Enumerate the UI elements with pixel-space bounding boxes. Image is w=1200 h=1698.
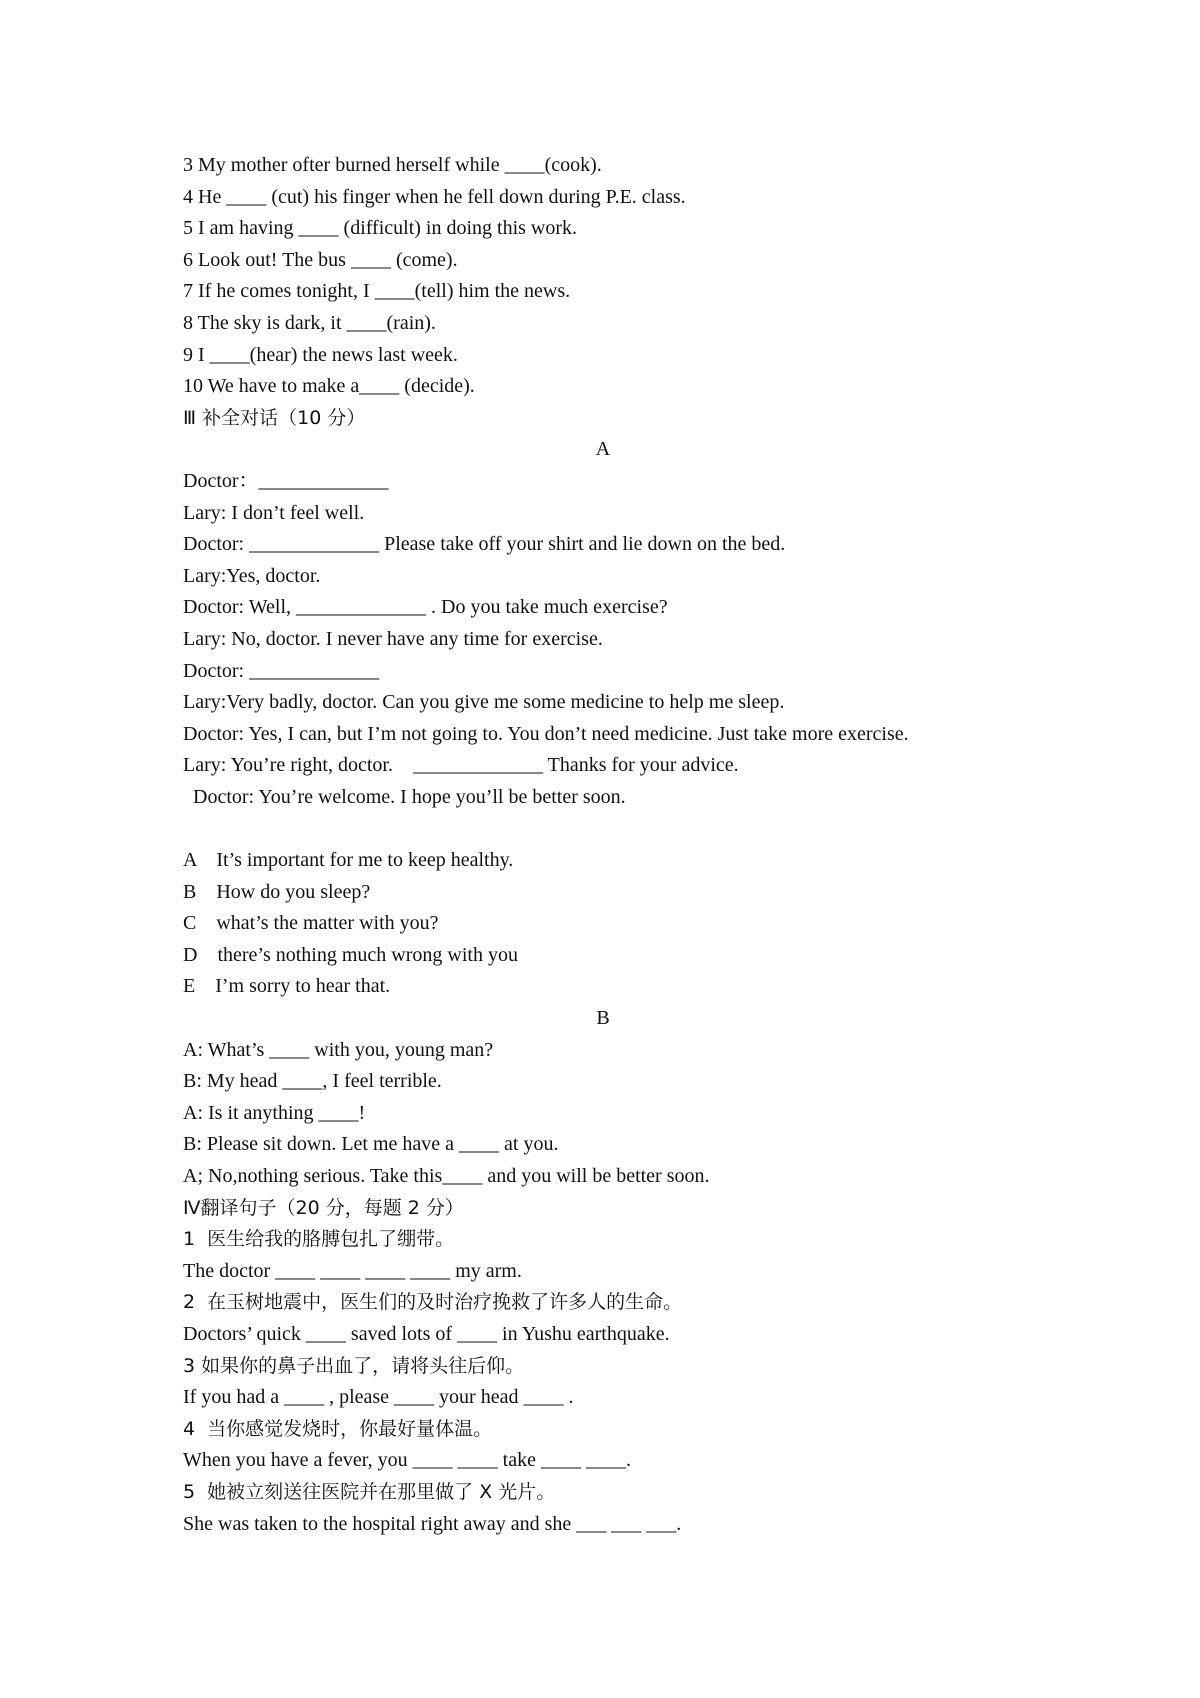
- exercise-item: 9 I ____(hear) the news last week.: [183, 343, 458, 366]
- dialogue-line: A: Is it anything ____!: [183, 1101, 366, 1124]
- section-heading: Ⅲ 补全对话（10 分）: [183, 406, 366, 429]
- option-item: B How do you sleep?: [183, 880, 371, 903]
- dialogue-line: Doctor：_____________: [183, 469, 389, 492]
- part-label: B: [596, 1007, 610, 1030]
- option-item: D there’s nothing much wrong with you: [183, 943, 518, 966]
- dialogue-line: Lary:Yes, doctor.: [183, 564, 321, 587]
- translation-answer: The doctor ____ ____ ____ ____ my arm.: [183, 1259, 522, 1282]
- dialogue-line: Doctor: Yes, I can, but I’m not going to. You don’t need medicine. Just take more exercise.: [183, 722, 909, 745]
- translation-prompt: 4 当你感觉发烧时，你最好量体温。: [183, 1417, 493, 1440]
- dialogue-line: A; No,nothing serious. Take this____ and you will be better soon.: [183, 1165, 710, 1187]
- dialogue-line: Lary: No, doctor. I never have any time for exercise.: [183, 627, 603, 650]
- translation-answer: Doctors’ quick ____ saved lots of ____ in Yushu earthquake.: [183, 1322, 670, 1345]
- exercise-item: 7 If he comes tonight, I ____(tell) him the news.: [183, 280, 571, 303]
- translation-prompt: 2 在玉树地震中，医生们的及时治疗挽救了许多人的生命。: [183, 1291, 683, 1314]
- translation-answer: If you had a ____ , please ____ your head ____ .: [183, 1386, 574, 1409]
- document-content: [183, 150, 1043, 1540]
- dialogue-line: Lary:Very badly, doctor. Can you give me some medicine to help me sleep.: [183, 691, 785, 714]
- section-heading: Ⅳ翻译句子（20 分，每题 2 分）: [183, 1196, 464, 1219]
- part-label: A: [595, 438, 611, 461]
- option-item: C what’s the matter with you?: [183, 912, 439, 935]
- spacer: [183, 813, 1043, 845]
- dialogue-line: Lary: I don’t feel well.: [183, 501, 365, 524]
- option-item: A It’s important for me to keep healthy.: [183, 849, 514, 872]
- dialogue-line: Doctor: _____________: [183, 659, 380, 682]
- translation-prompt: 1 医生给我的胳膊包扎了绷带。: [183, 1228, 455, 1251]
- exercise-item: 5 I am having ____ (difficult) in doing this work.: [183, 217, 578, 240]
- dialogue-line: Doctor: _____________ Please take off your shirt and lie down on the bed.: [183, 533, 786, 556]
- dialogue-line: A: What’s ____ with you, young man?: [183, 1038, 494, 1061]
- exercise-item: 4 He ____ (cut) his finger when he fell down during P.E. class.: [183, 185, 686, 208]
- translation-answer: She was taken to the hospital right away and she ___ ___ ___.: [183, 1512, 682, 1535]
- exercise-item: 6 Look out! The bus ____ (come).: [183, 248, 458, 271]
- dialogue-line: Doctor: Well, _____________ . Do you take much exercise?: [183, 596, 668, 619]
- translation-answer: When you have a fever, you ____ ____ take ____ ____.: [183, 1449, 631, 1472]
- translation-prompt: 5 她被立刻送往医院并在那里做了 X 光片。: [183, 1480, 556, 1503]
- dialogue-line: B: Please sit down. Let me have a ____ at you.: [183, 1133, 559, 1156]
- dialogue-line: Lary: You’re right, doctor. _____________ Thanks for your advice.: [183, 754, 739, 777]
- option-item: E I’m sorry to hear that.: [183, 975, 391, 998]
- exercise-item: 3 My mother ofter burned herself while ____(cook).: [183, 154, 602, 176]
- exercise-item: 10 We have to make a____ (decide).: [183, 375, 475, 398]
- translation-prompt: 3 如果你的鼻子出血了，请将头往后仰。: [183, 1354, 525, 1377]
- dialogue-line: B: My head ____, I feel terrible.: [183, 1070, 442, 1093]
- dialogue-line: Doctor: You’re welcome. I hope you’ll be better soon.: [193, 785, 626, 808]
- exercise-item: 8 The sky is dark, it ____(rain).: [183, 311, 436, 334]
